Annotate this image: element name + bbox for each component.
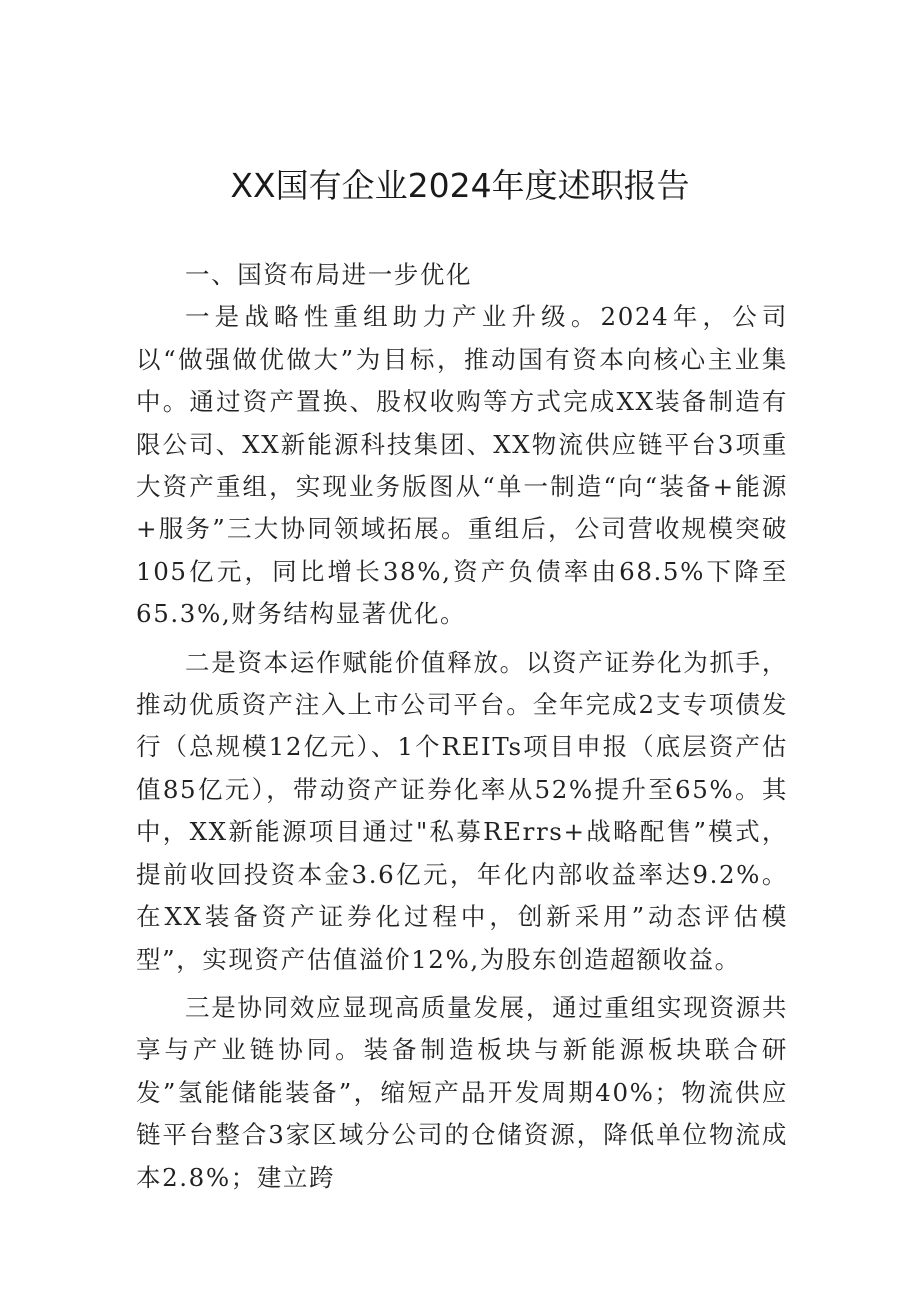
document-title: XX国有企业2024年度述职报告	[230, 166, 690, 205]
paragraph-3: 三是协同效应显现高质量发展，通过重组实现资源共享与产业链协同。装备制造板块与新能源板块联合研发”氢能储能装备”，缩短产品开发周期40%；物流供应链平台整合3家区域分公司的仓储资源，降低单位物流成本2.8%；建立跨	[136, 992, 788, 1192]
document-body	[136, 254, 788, 1199]
paragraph-2: 二是资本运作赋能价值释放。以资产证券化为抓手，推动优质资产注入上市公司平台。全年完成2支专项债发行（总规模12亿元）、1个REITs项目申报（底层资产估值85亿元），带动资产证券化率从52%提升至65%。其中，XX新能源项目通过"私募RErrs+战略配售”模式，提前收回投资本金3.6亿元，年化内部收益率达9.2%。在XX装备资产证券化过程中，创新采用”动态评估模型”，实现资产估值溢价12%,为股东创造超额收益。	[136, 647, 788, 974]
section-heading: 一、国资布局进一步优化	[185, 260, 473, 289]
paragraph-1: 一是战略性重组助力产业升级。2024年，公司以“做强做优做大”为目标，推动国有资本向核心主业集中。通过资产置换、股权收购等方式完成XX装备制造有限公司、XX新能源科技集团、XX物流供应链平台3项重大资产重组，实现业务版图从“单一制造“向“装备+能源+服务”三大协同领域拓展。重组后，公司营收规模突破105亿元，同比增长38%,资产负债率由68.5%下降至65.3%,财务结构显著优化。	[136, 302, 788, 629]
